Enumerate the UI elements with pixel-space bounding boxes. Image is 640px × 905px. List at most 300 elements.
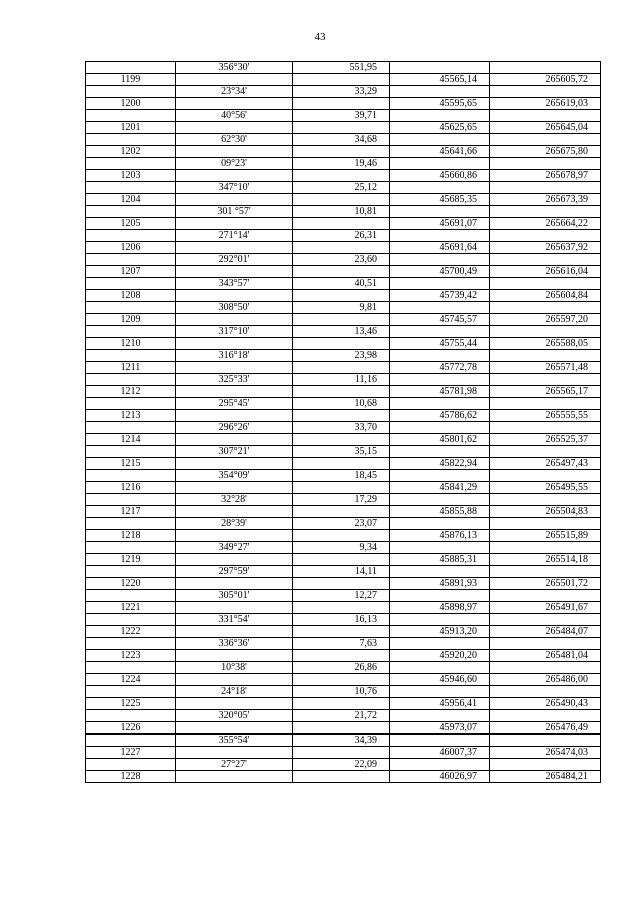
coordinate-x-cell: 45772,78 [390, 362, 490, 374]
table-row [86, 506, 601, 518]
direction-angle-cell: 23°34' [176, 86, 293, 98]
direction-angle-cell [176, 290, 293, 302]
coordinate-y-cell: 265484,07 [490, 626, 601, 638]
line-length-cell: 23,07 [293, 518, 390, 530]
coordinate-x-cell: 45913,20 [390, 626, 490, 638]
line-length-cell [293, 506, 390, 518]
coordinate-x-cell [390, 110, 490, 122]
point-number-cell [86, 134, 176, 146]
coordinate-x-cell: 45920,20 [390, 650, 490, 662]
coordinate-y-cell [490, 206, 601, 218]
line-length-cell: 40,51 [293, 278, 390, 290]
table-row [86, 686, 601, 698]
line-length-cell [293, 578, 390, 590]
point-number-cell [86, 350, 176, 362]
coordinate-x-cell: 45885,31 [390, 554, 490, 566]
point-number-cell: 1204 [86, 194, 176, 206]
direction-angle-cell [176, 722, 293, 735]
direction-angle-cell [176, 747, 293, 759]
line-length-cell [293, 554, 390, 566]
direction-angle-cell: 295°45' [176, 398, 293, 410]
line-length-cell [293, 74, 390, 86]
point-number-cell [86, 374, 176, 386]
table-row [86, 698, 601, 710]
line-length-cell [293, 747, 390, 759]
direction-angle-cell [176, 626, 293, 638]
coordinate-x-cell [390, 638, 490, 650]
line-length-cell: 551,95 [293, 62, 390, 74]
coordinate-y-cell [490, 374, 601, 386]
table-row [86, 266, 601, 278]
table-row [86, 146, 601, 158]
table-row [86, 470, 601, 482]
point-number-cell [86, 470, 176, 482]
coordinates-table [85, 61, 601, 783]
coordinate-x-cell [390, 686, 490, 698]
direction-angle-cell [176, 578, 293, 590]
coordinate-y-cell: 265501,72 [490, 578, 601, 590]
point-number-cell: 1228 [86, 771, 176, 783]
line-length-cell: 39,71 [293, 110, 390, 122]
direction-angle-cell: 355°54' [176, 734, 293, 747]
coordinate-x-cell [390, 206, 490, 218]
line-length-cell [293, 266, 390, 278]
point-number-cell: 1217 [86, 506, 176, 518]
coordinate-y-cell: 265616,04 [490, 266, 601, 278]
line-length-cell [293, 482, 390, 494]
point-number-cell: 1210 [86, 338, 176, 350]
coordinate-y-cell: 265491,67 [490, 602, 601, 614]
coordinate-y-cell [490, 686, 601, 698]
coordinate-y-cell [490, 254, 601, 266]
line-length-cell: 17,29 [293, 494, 390, 506]
table-row [86, 614, 601, 626]
point-number-cell [86, 302, 176, 314]
coordinate-y-cell [490, 326, 601, 338]
coordinate-x-cell [390, 326, 490, 338]
coordinate-y-cell [490, 134, 601, 146]
coordinate-x-cell: 45691,07 [390, 218, 490, 230]
table-row [86, 230, 601, 242]
line-length-cell: 7,63 [293, 638, 390, 650]
point-number-cell: 1209 [86, 314, 176, 326]
point-number-cell: 1200 [86, 98, 176, 110]
line-length-cell [293, 386, 390, 398]
table-row [86, 122, 601, 134]
point-number-cell: 1213 [86, 410, 176, 422]
coordinate-y-cell: 265604,84 [490, 290, 601, 302]
coordinate-x-cell [390, 614, 490, 626]
coordinate-x-cell: 45841,29 [390, 482, 490, 494]
point-number-cell: 1202 [86, 146, 176, 158]
table-row [86, 410, 601, 422]
coordinate-y-cell: 265474,03 [490, 747, 601, 759]
point-number-cell: 1201 [86, 122, 176, 134]
table-row [86, 110, 601, 122]
table-row [86, 638, 601, 650]
line-length-cell [293, 674, 390, 686]
point-number-cell [86, 206, 176, 218]
direction-angle-cell [176, 194, 293, 206]
coordinate-y-cell: 265597,20 [490, 314, 601, 326]
table-row [86, 458, 601, 470]
table-row [86, 134, 601, 146]
coordinate-y-cell: 265673,39 [490, 194, 601, 206]
direction-angle-cell [176, 602, 293, 614]
line-length-cell: 9,81 [293, 302, 390, 314]
point-number-cell [86, 422, 176, 434]
coordinate-x-cell: 45691,64 [390, 242, 490, 254]
point-number-cell [86, 158, 176, 170]
table-row [86, 338, 601, 350]
point-number-cell: 1208 [86, 290, 176, 302]
line-length-cell: 33,70 [293, 422, 390, 434]
coordinate-x-cell [390, 158, 490, 170]
line-length-cell [293, 362, 390, 374]
point-number-cell [86, 614, 176, 626]
coordinate-y-cell: 265515,89 [490, 530, 601, 542]
coordinate-y-cell [490, 590, 601, 602]
coordinate-y-cell [490, 230, 601, 242]
point-number-cell: 1211 [86, 362, 176, 374]
table-row [86, 747, 601, 759]
table-row [86, 194, 601, 206]
point-number-cell: 1222 [86, 626, 176, 638]
table-row [86, 74, 601, 86]
direction-angle-cell [176, 218, 293, 230]
coordinate-x-cell: 45700,49 [390, 266, 490, 278]
line-length-cell: 10,68 [293, 398, 390, 410]
table-row [86, 422, 601, 434]
direction-angle-cell [176, 674, 293, 686]
direction-angle-cell: 325°33' [176, 374, 293, 386]
coordinate-y-cell: 265525,37 [490, 434, 601, 446]
coordinate-y-cell [490, 470, 601, 482]
line-length-cell: 35,15 [293, 446, 390, 458]
line-length-cell [293, 290, 390, 302]
direction-angle-cell [176, 410, 293, 422]
coordinate-y-cell: 265490,43 [490, 698, 601, 710]
table-row [86, 386, 601, 398]
table-row [86, 722, 601, 735]
line-length-cell [293, 98, 390, 110]
direction-angle-cell: 307°21' [176, 446, 293, 458]
coordinate-x-cell [390, 86, 490, 98]
direction-angle-cell: 27°27' [176, 759, 293, 771]
direction-angle-cell [176, 266, 293, 278]
point-number-cell [86, 86, 176, 98]
table-row [86, 170, 601, 182]
point-number-cell [86, 446, 176, 458]
coordinate-y-cell [490, 110, 601, 122]
direction-angle-cell [176, 170, 293, 182]
table-row [86, 662, 601, 674]
coordinate-x-cell [390, 62, 490, 74]
coordinate-y-cell: 265504,83 [490, 506, 601, 518]
coordinate-x-cell [390, 494, 490, 506]
line-length-cell [293, 242, 390, 254]
table-row [86, 218, 601, 230]
coordinate-y-cell: 265497,43 [490, 458, 601, 470]
point-number-cell [86, 278, 176, 290]
table-row [86, 374, 601, 386]
table-row [86, 302, 601, 314]
line-length-cell [293, 194, 390, 206]
line-length-cell [293, 146, 390, 158]
coordinate-x-cell: 45745,57 [390, 314, 490, 326]
coordinate-x-cell [390, 734, 490, 747]
direction-angle-cell [176, 74, 293, 86]
coordinate-x-cell: 45660,86 [390, 170, 490, 182]
page-number: 43 [314, 31, 326, 43]
point-number-cell [86, 398, 176, 410]
coordinate-x-cell [390, 134, 490, 146]
direction-angle-cell: 308°50' [176, 302, 293, 314]
coordinate-y-cell: 265588,05 [490, 338, 601, 350]
line-length-cell [293, 626, 390, 638]
coordinate-x-cell: 46007,37 [390, 747, 490, 759]
coordinate-x-cell [390, 590, 490, 602]
table-row [86, 759, 601, 771]
coordinate-y-cell [490, 710, 601, 722]
coordinate-y-cell: 265481,04 [490, 650, 601, 662]
coordinate-x-cell [390, 398, 490, 410]
coordinate-x-cell [390, 446, 490, 458]
direction-angle-cell: 40°56' [176, 110, 293, 122]
coordinate-y-cell [490, 734, 601, 747]
table-row [86, 626, 601, 638]
direction-angle-cell [176, 386, 293, 398]
line-length-cell: 23,60 [293, 254, 390, 266]
direction-angle-cell [176, 482, 293, 494]
table-row [86, 590, 601, 602]
direction-angle-cell [176, 771, 293, 783]
table-row [86, 710, 601, 722]
table-row [86, 350, 601, 362]
line-length-cell: 18,45 [293, 470, 390, 482]
direction-angle-cell [176, 506, 293, 518]
direction-angle-cell [176, 554, 293, 566]
direction-angle-cell: 296°26' [176, 422, 293, 434]
coordinate-y-cell [490, 614, 601, 626]
coordinate-x-cell [390, 518, 490, 530]
coordinate-x-cell: 45755,44 [390, 338, 490, 350]
line-length-cell: 33,29 [293, 86, 390, 98]
line-length-cell: 9,34 [293, 542, 390, 554]
coordinate-x-cell [390, 230, 490, 242]
line-length-cell [293, 434, 390, 446]
coordinate-y-cell [490, 566, 601, 578]
direction-angle-cell: 32°28' [176, 494, 293, 506]
line-length-cell: 26,86 [293, 662, 390, 674]
point-number-cell: 1221 [86, 602, 176, 614]
coordinate-y-cell [490, 494, 601, 506]
point-number-cell [86, 254, 176, 266]
coordinate-y-cell: 265675,80 [490, 146, 601, 158]
coordinate-y-cell [490, 542, 601, 554]
coordinate-y-cell: 265514,18 [490, 554, 601, 566]
direction-angle-cell: 271°14' [176, 230, 293, 242]
table-row [86, 434, 601, 446]
coordinate-x-cell [390, 566, 490, 578]
table-row [86, 86, 601, 98]
coordinate-y-cell: 265495,55 [490, 482, 601, 494]
coordinate-y-cell [490, 86, 601, 98]
coordinate-x-cell: 45739,42 [390, 290, 490, 302]
line-length-cell [293, 650, 390, 662]
table-row [86, 98, 601, 110]
point-number-cell: 1224 [86, 674, 176, 686]
line-length-cell: 34,68 [293, 134, 390, 146]
coordinate-x-cell: 45801,62 [390, 434, 490, 446]
coordinate-x-cell: 45973,07 [390, 722, 490, 735]
coordinate-x-cell [390, 470, 490, 482]
coordinate-x-cell [390, 422, 490, 434]
direction-angle-cell [176, 362, 293, 374]
point-number-cell [86, 734, 176, 747]
point-number-cell [86, 638, 176, 650]
point-number-cell: 1220 [86, 578, 176, 590]
line-length-cell: 25,12 [293, 182, 390, 194]
point-number-cell: 1215 [86, 458, 176, 470]
coordinate-y-cell [490, 518, 601, 530]
table-row [86, 494, 601, 506]
direction-angle-cell [176, 698, 293, 710]
point-number-cell: 1206 [86, 242, 176, 254]
table-row [86, 158, 601, 170]
line-length-cell: 10,81 [293, 206, 390, 218]
coordinate-x-cell: 45855,88 [390, 506, 490, 518]
coordinate-x-cell: 46026,97 [390, 771, 490, 783]
point-number-cell: 1218 [86, 530, 176, 542]
point-number-cell: 1205 [86, 218, 176, 230]
coordinate-x-cell: 45891,93 [390, 578, 490, 590]
table-row [86, 530, 601, 542]
table-row [86, 254, 601, 266]
line-length-cell [293, 338, 390, 350]
point-number-cell [86, 686, 176, 698]
table-row [86, 734, 601, 747]
coordinate-x-cell [390, 374, 490, 386]
point-number-cell [86, 326, 176, 338]
direction-angle-cell: 297°59' [176, 566, 293, 578]
direction-angle-cell: 347°10' [176, 182, 293, 194]
coordinate-y-cell: 265619,03 [490, 98, 601, 110]
table-row [86, 62, 601, 74]
coordinate-x-cell [390, 662, 490, 674]
point-number-cell: 1214 [86, 434, 176, 446]
coordinate-x-cell [390, 302, 490, 314]
table-row [86, 182, 601, 194]
coordinate-x-cell: 45625,65 [390, 122, 490, 134]
line-length-cell: 19,46 [293, 158, 390, 170]
direction-angle-cell: 10°38' [176, 662, 293, 674]
direction-angle-cell: 336°36' [176, 638, 293, 650]
table-row [86, 602, 601, 614]
coordinate-y-cell: 265484,21 [490, 771, 601, 783]
coordinate-y-cell [490, 398, 601, 410]
direction-angle-cell: 301 °57' [176, 206, 293, 218]
table-row [86, 206, 601, 218]
direction-angle-cell: 320°05' [176, 710, 293, 722]
table-row [86, 290, 601, 302]
point-number-cell: 1227 [86, 747, 176, 759]
line-length-cell: 10,76 [293, 686, 390, 698]
point-number-cell: 1225 [86, 698, 176, 710]
direction-angle-cell [176, 434, 293, 446]
coordinate-x-cell: 45685,35 [390, 194, 490, 206]
coordinate-x-cell: 45781,98 [390, 386, 490, 398]
table-row [86, 446, 601, 458]
point-number-cell: 1212 [86, 386, 176, 398]
direction-angle-cell: 24°18' [176, 686, 293, 698]
coordinate-x-cell: 45956,41 [390, 698, 490, 710]
line-length-cell [293, 314, 390, 326]
coordinate-x-cell: 45946,60 [390, 674, 490, 686]
table-row [86, 566, 601, 578]
coordinate-y-cell: 265664,22 [490, 218, 601, 230]
coordinate-x-cell [390, 350, 490, 362]
table-row [86, 650, 601, 662]
table-row [86, 518, 601, 530]
line-length-cell: 21,72 [293, 710, 390, 722]
coordinate-x-cell [390, 542, 490, 554]
coordinate-y-cell [490, 638, 601, 650]
direction-angle-cell: 28°39' [176, 518, 293, 530]
point-number-cell [86, 542, 176, 554]
coordinate-x-cell: 45786,62 [390, 410, 490, 422]
direction-angle-cell [176, 338, 293, 350]
line-length-cell: 13,46 [293, 326, 390, 338]
point-number-cell [86, 759, 176, 771]
line-length-cell: 12,27 [293, 590, 390, 602]
direction-angle-cell: 343°57' [176, 278, 293, 290]
table-row [86, 542, 601, 554]
direction-angle-cell: 354°09' [176, 470, 293, 482]
line-length-cell: 34,39 [293, 734, 390, 747]
coordinate-y-cell: 265605,72 [490, 74, 601, 86]
point-number-cell [86, 230, 176, 242]
coordinate-x-cell: 45822,94 [390, 458, 490, 470]
direction-angle-cell: 316°18' [176, 350, 293, 362]
coordinate-x-cell [390, 278, 490, 290]
line-length-cell: 16,13 [293, 614, 390, 626]
direction-angle-cell: 292°01' [176, 254, 293, 266]
line-length-cell: 11,16 [293, 374, 390, 386]
line-length-cell [293, 122, 390, 134]
point-number-cell [86, 110, 176, 122]
line-length-cell: 26,31 [293, 230, 390, 242]
coordinate-y-cell [490, 350, 601, 362]
coordinate-x-cell [390, 182, 490, 194]
table-row [86, 554, 601, 566]
point-number-cell: 1203 [86, 170, 176, 182]
line-length-cell [293, 602, 390, 614]
point-number-cell: 1219 [86, 554, 176, 566]
coordinate-x-cell [390, 254, 490, 266]
coordinate-y-cell [490, 662, 601, 674]
coordinate-x-cell: 45641,66 [390, 146, 490, 158]
coordinate-x-cell: 45595,65 [390, 98, 490, 110]
direction-angle-cell [176, 530, 293, 542]
direction-angle-cell [176, 122, 293, 134]
direction-angle-cell [176, 458, 293, 470]
line-length-cell [293, 722, 390, 735]
point-number-cell [86, 518, 176, 530]
coordinate-y-cell: 265678,97 [490, 170, 601, 182]
point-number-cell [86, 182, 176, 194]
coordinate-y-cell [490, 302, 601, 314]
